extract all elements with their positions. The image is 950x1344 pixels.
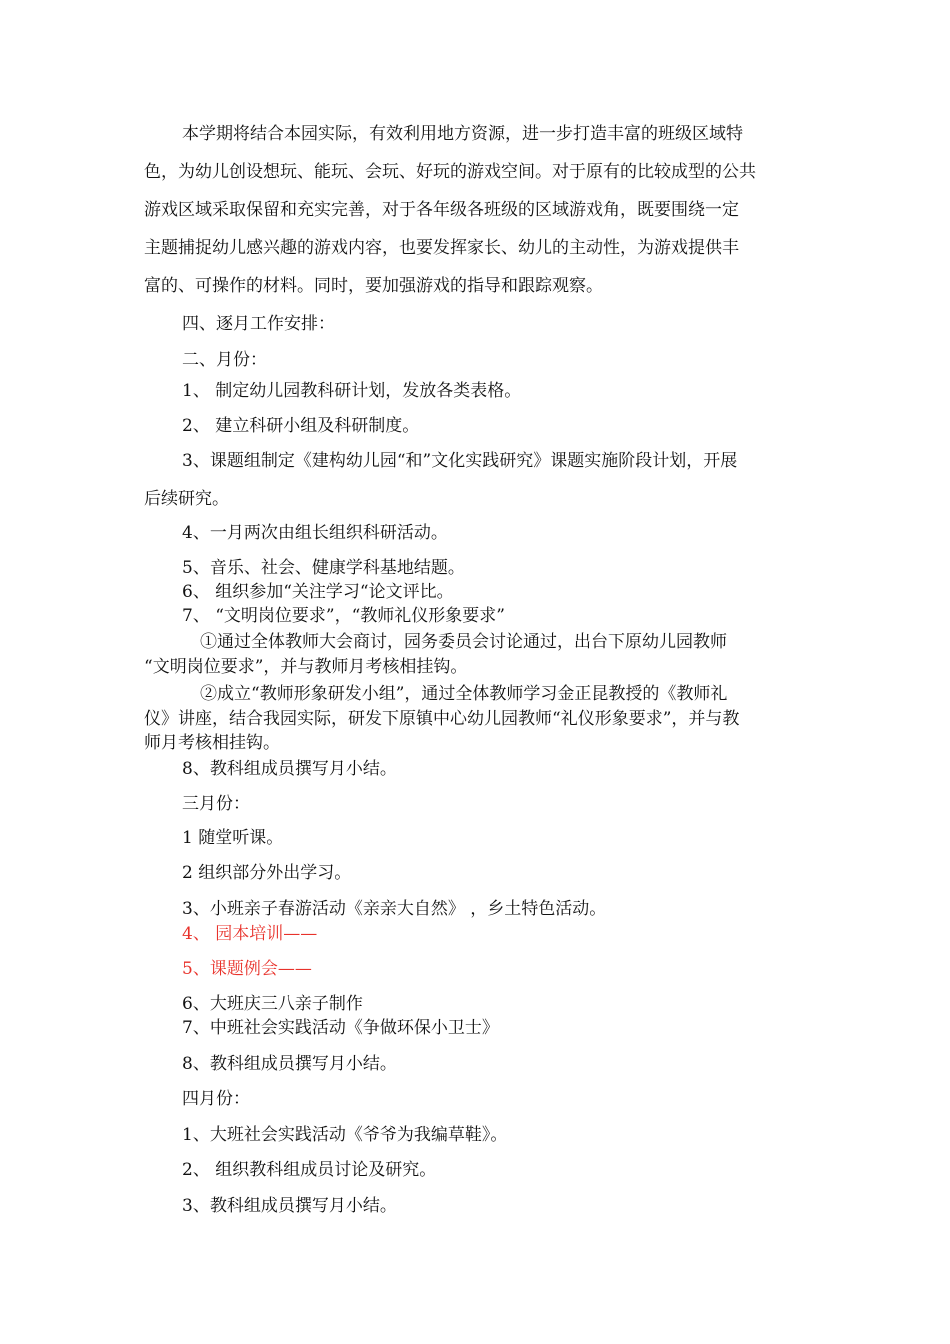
mar-heading: 三月份： (182, 794, 250, 814)
apr-item-3: 3、教科组成员撰写月小结。 (182, 1196, 397, 1216)
intro-line-4: 主题捕捉幼儿感兴趣的游戏内容，也要发挥家长、幼儿的主动性，为游戏提供丰 (144, 238, 739, 258)
feb-item-7: 7、 “文明岗位要求”，“教师礼仪形象要求” (182, 606, 505, 626)
feb-item-5: 5、音乐、社会、健康学科基地结题。 (182, 558, 465, 578)
feb-item-1: 1、 制定幼儿园教科研计划，发放各类表格。 (182, 381, 522, 401)
apr-heading: 四月份： (182, 1089, 250, 1109)
mar-item-1: 1 随堂听课。 (182, 828, 284, 848)
apr-item-1: 1、大班社会实践活动《爷爷为我编草鞋》。 (182, 1125, 508, 1145)
feb-item-8: 8、教科组成员撰写月小结。 (182, 759, 397, 779)
feb-sub-1-line-1: ①通过全体教师大会商讨，园务委员会讨论通过，出台下原幼儿园教师 (200, 632, 727, 652)
mar-item-6: 6、大班庆三八亲子制作 (182, 994, 363, 1014)
feb-sub-2-line-3: 师月考核相挂钩。 (144, 733, 280, 753)
feb-sub-1-line-2: “文明岗位要求”，并与教师月考核相挂钩。 (144, 657, 468, 677)
feb-heading: 二、月份： (182, 350, 267, 370)
intro-line-5: 富的、可操作的材料。同时，要加强游戏的指导和跟踪观察。 (144, 276, 603, 296)
section-heading: 四、逐月工作安排： (182, 314, 335, 334)
feb-item-3-line-2: 后续研究。 (144, 489, 229, 509)
intro-line-2: 色，为幼儿创设想玩、能玩、会玩、好玩的游戏空间。对于原有的比较成型的公共 (144, 162, 756, 182)
mar-item-7: 7、中班社会实践活动《争做环保小卫士》 (182, 1018, 499, 1038)
feb-sub-2-line-2: 仪》讲座，结合我园实际，研发下原镇中心幼儿园教师“礼仪形象要求”，并与教 (144, 709, 740, 729)
feb-item-6: 6、 组织参加“关注学习“论文评比。 (182, 582, 454, 602)
feb-item-4: 4、一月两次由组长组织科研活动。 (182, 523, 448, 543)
intro-line-1: 本学期将结合本园实际，有效利用地方资源，进一步打造丰富的班级区域特 (182, 124, 743, 144)
mar-item-2: 2 组织部分外出学习。 (182, 863, 352, 883)
intro-line-3: 游戏区域采取保留和充实完善，对于各年级各班级的区域游戏角，既要围绕一定 (144, 200, 739, 220)
feb-item-3-line-1: 3、课题组制定《建构幼儿园“和”文化实践研究》课题实施阶段计划，开展 (182, 451, 738, 471)
feb-sub-2-line-1: ②成立“教师形象研发小组”，通过全体教师学习金正昆教授的《教师礼 (200, 684, 728, 704)
mar-item-8: 8、教科组成员撰写月小结。 (182, 1054, 397, 1074)
apr-item-2: 2、 组织教科组成员讨论及研究。 (182, 1160, 437, 1180)
mar-item-5: 5、课题例会—— (182, 959, 312, 979)
mar-item-3: 3、小班亲子春游活动《亲亲大自然》 ，乡土特色活动。 (182, 899, 607, 919)
feb-item-2: 2、 建立科研小组及科研制度。 (182, 416, 420, 436)
mar-item-4: 4、 园本培训—— (182, 924, 318, 944)
